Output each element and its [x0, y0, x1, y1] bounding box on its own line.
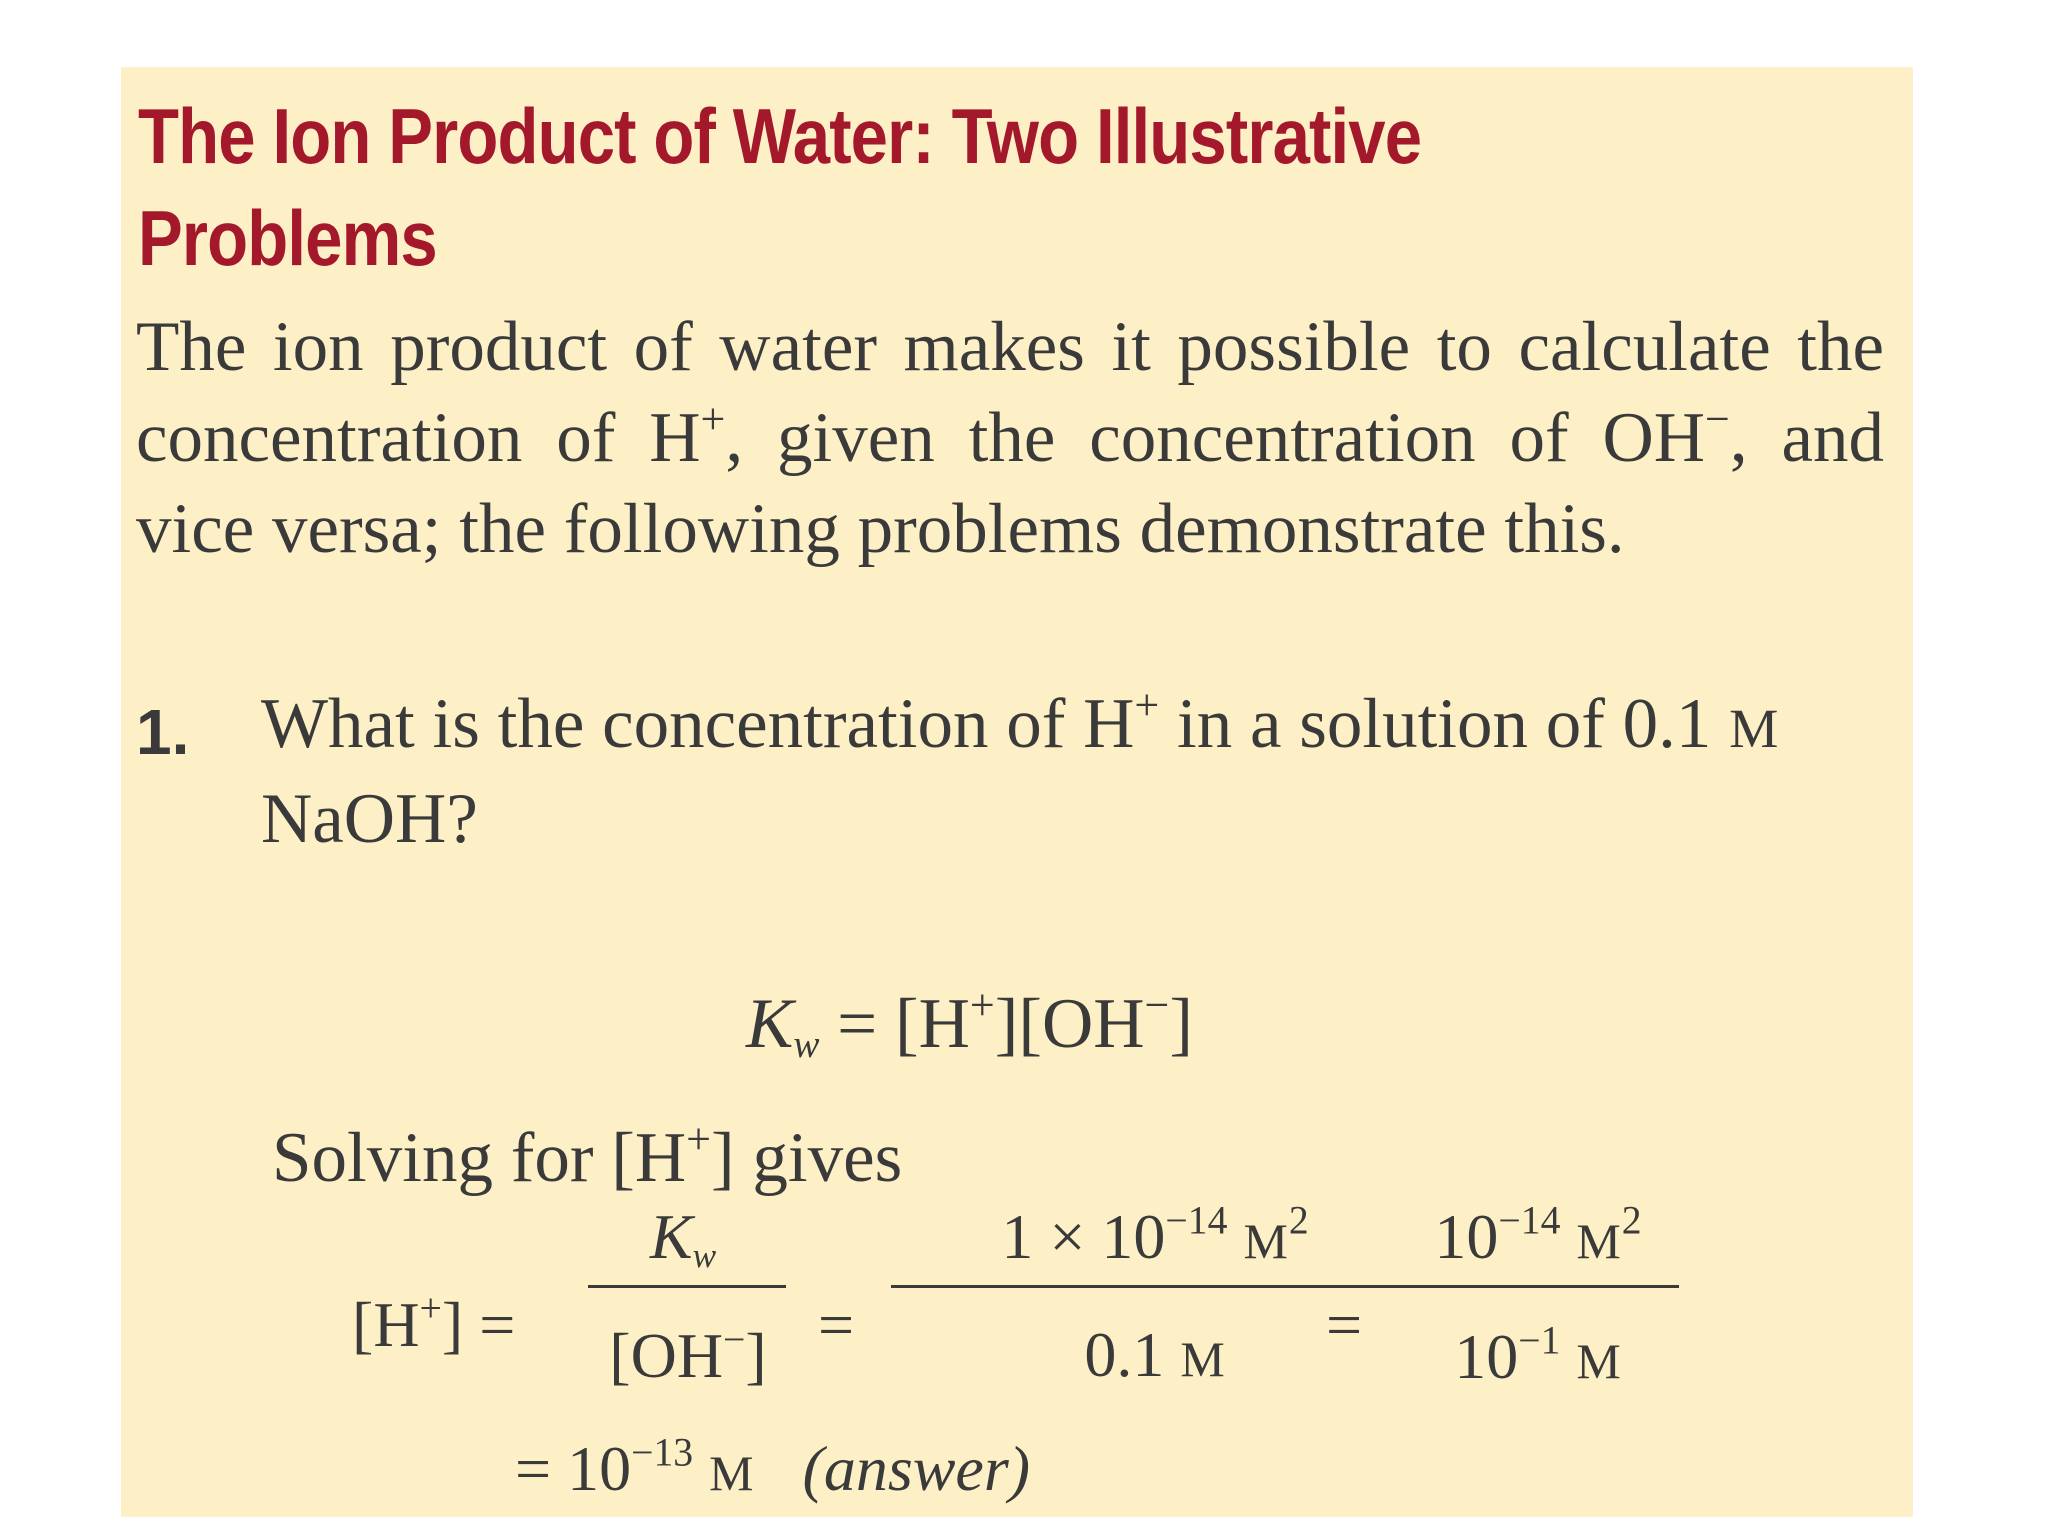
f3-den: 10 [1454, 1321, 1519, 1392]
problem-number: 1. [136, 696, 190, 768]
solving-line [272, 1113, 902, 1203]
fraction-3-denominator [1393, 1318, 1683, 1397]
question-unit: M [1729, 698, 1780, 759]
f3-num-unit: M [1576, 1214, 1622, 1269]
section-title: The Ion Product of Water: Two Illustrative Problems [138, 92, 1422, 282]
result-exp: −13 [631, 1430, 694, 1475]
f1-w: w [692, 1235, 717, 1275]
fraction-1-numerator [583, 1201, 783, 1275]
f1-k: K [649, 1201, 693, 1272]
question-text-2: in a solution of 0.1 [1159, 685, 1730, 763]
solving-text-1: Solving for [H [272, 1119, 687, 1197]
h-lhs [352, 1286, 516, 1360]
f1-den-open: [OH [609, 1320, 724, 1391]
question-text-3: NaOH? [261, 780, 478, 858]
f3-den-exp: −1 [1518, 1318, 1561, 1363]
fraction-2-numerator [885, 1198, 1425, 1277]
intro-paragraph [136, 302, 1884, 575]
h-lhs-open: [H [352, 1289, 420, 1360]
intro-minus: − [1705, 394, 1730, 444]
h-lhs-plus: + [419, 1286, 442, 1331]
kw-minus: − [1144, 980, 1170, 1030]
equals-1: = [818, 1289, 855, 1360]
result-value: = 10 [515, 1433, 632, 1504]
kw-plus: + [969, 980, 995, 1030]
equals-2: = [1326, 1289, 1363, 1360]
result-unit: M [709, 1446, 755, 1501]
f2-num-unit-exp: 2 [1288, 1198, 1309, 1243]
f1-den-close: ] [745, 1320, 767, 1391]
kw-rest-2: ][OH [994, 985, 1145, 1063]
kw-rest-1: = [H [819, 985, 970, 1063]
fraction-3-bar [1397, 1285, 1679, 1288]
question-plus: + [1134, 680, 1160, 730]
f3-num: 10 [1434, 1201, 1499, 1272]
kw-equation [746, 979, 1193, 1069]
fraction-1-bar [588, 1285, 786, 1288]
answer-label: (answer) [802, 1433, 1031, 1504]
fraction-3-numerator [1393, 1198, 1683, 1277]
f3-den-unit: M [1576, 1334, 1622, 1389]
f1-den-minus: − [723, 1317, 746, 1362]
fraction-1-denominator [583, 1317, 793, 1391]
fraction-2-bar [891, 1285, 1419, 1288]
f2-num-exp: −14 [1165, 1198, 1228, 1243]
problem-question [261, 679, 1961, 864]
f2-num-unit: M [1243, 1214, 1289, 1269]
f3-num-exp: −14 [1498, 1198, 1561, 1243]
f2-num: 1 × 10 [1001, 1201, 1166, 1272]
kw-rest-3: ] [1169, 985, 1194, 1063]
kw-subscript: w [793, 1022, 820, 1066]
h-lhs-close: ] = [441, 1289, 516, 1360]
f2-den: 0.1 [1084, 1319, 1181, 1390]
intro-text-2: , given the concentration of OH [725, 399, 1706, 477]
solving-text-2: ] gives [710, 1119, 903, 1197]
result-line [515, 1430, 1031, 1509]
intro-text-3: , and vice versa; the following problems demonstrate this. [136, 399, 1885, 568]
kw-symbol: K [746, 985, 794, 1063]
intro-plus: + [700, 394, 726, 444]
intro-text-1: The ion product of water makes it possible to calculate the concentration of H [136, 308, 1884, 477]
question-text-1: What is the concentration of H [261, 685, 1135, 763]
f2-den-unit: M [1180, 1332, 1226, 1387]
illustrative-problems-box [121, 67, 1913, 1517]
f3-num-unit-exp: 2 [1621, 1198, 1642, 1243]
solving-plus: + [686, 1114, 711, 1164]
